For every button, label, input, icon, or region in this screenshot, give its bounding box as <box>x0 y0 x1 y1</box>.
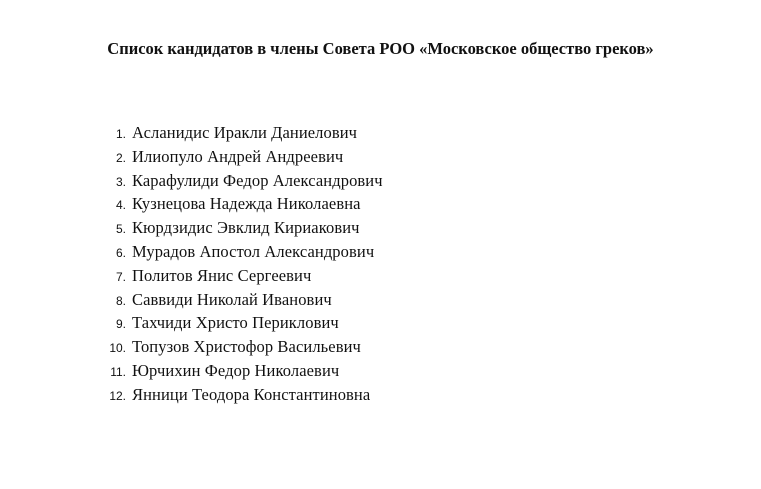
candidate-name: Кюрдзидис Эвклид Кириакович <box>132 218 360 238</box>
list-item-number: 3. <box>115 174 126 189</box>
list-item-number: 11. <box>110 364 126 379</box>
list-item <box>104 264 383 288</box>
list-item-number: 7. <box>115 269 126 284</box>
list-item <box>104 216 383 240</box>
list-item-number: 2. <box>115 150 126 165</box>
candidate-name: Саввиди Николай Иванович <box>132 289 332 309</box>
candidate-name: Янници Теодора Константиновна <box>132 384 371 404</box>
list-item <box>104 192 383 216</box>
candidate-name: Мурадов Апостол Александрович <box>132 241 375 261</box>
list-item-number: 12. <box>109 388 126 403</box>
candidate-name: Илиопуло Андрей Андреевич <box>132 146 344 166</box>
list-item-number: 10. <box>109 341 126 356</box>
list-item <box>104 359 383 383</box>
list-item <box>104 335 383 359</box>
candidate-name: Кузнецова Надежда Николаевна <box>132 194 361 214</box>
candidate-name: Карафулиди Федор Александрович <box>132 170 383 190</box>
list-item <box>104 240 383 264</box>
document-title: Список кандидатов в члены Совета РОО «Московское общество греков» <box>107 39 654 58</box>
list-item-number: 6. <box>115 245 126 260</box>
list-item-number: 4. <box>115 198 126 213</box>
list-item-number: 8. <box>115 293 126 308</box>
list-item <box>104 311 383 335</box>
candidate-name: Асланидис Иракли Даниелович <box>132 123 358 142</box>
list-item <box>104 288 383 312</box>
list-item-number: 5. <box>115 222 126 237</box>
candidate-name: Топузов Христофор Васильевич <box>132 337 361 357</box>
list-item <box>104 383 383 407</box>
candidate-list <box>104 121 383 407</box>
candidate-name: Тахчиди Христо Периклович <box>132 313 339 333</box>
candidate-name: Политов Янис Сергеевич <box>132 265 312 285</box>
list-item-number: 1. <box>115 127 126 141</box>
list-item <box>104 145 383 169</box>
candidate-name: Юрчихин Федор Николаевич <box>132 360 340 380</box>
list-item <box>104 121 383 145</box>
list-item <box>104 169 383 193</box>
list-item-number: 9. <box>115 317 126 332</box>
